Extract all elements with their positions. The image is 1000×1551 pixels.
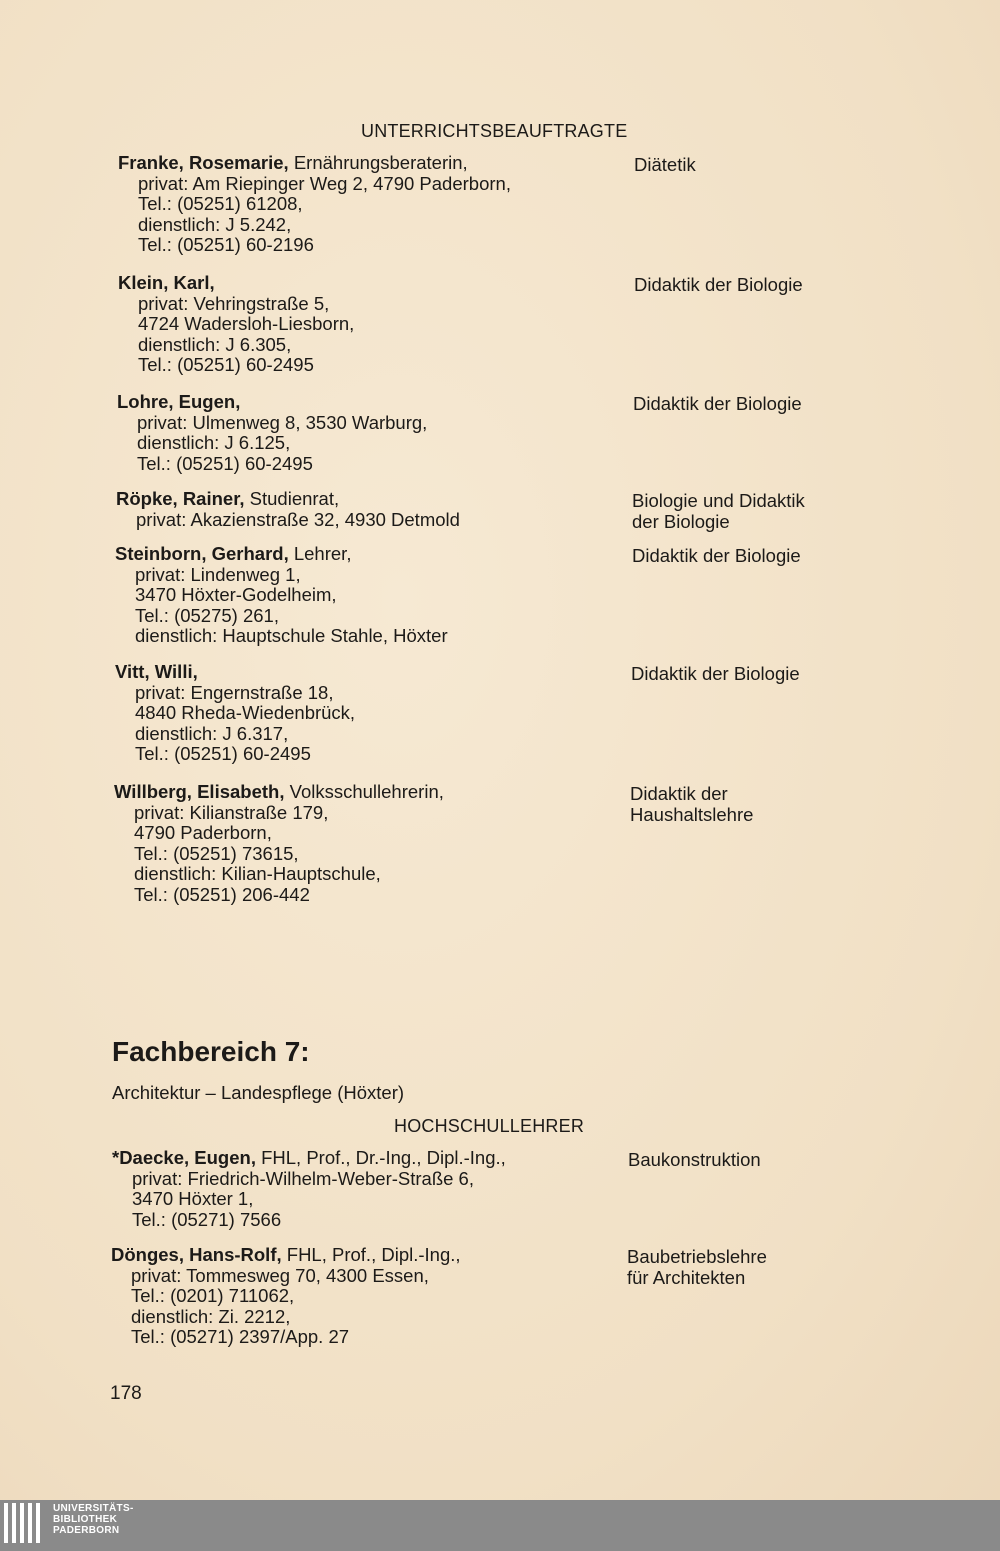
teaching-subject: [630, 784, 753, 825]
person-detail-line: privat: Kilianstraße 179,: [134, 801, 329, 823]
teaching-subject-line: Didaktik der Biologie: [633, 393, 802, 414]
library-logo-icon: [4, 1503, 48, 1547]
teaching-subject-line: der Biologie: [632, 510, 730, 532]
teaching-subject-line: Didaktik der Biologie: [631, 663, 800, 684]
person-entry-heading: [118, 273, 354, 294]
teaching-subject: [627, 1247, 767, 1288]
person-name: Röpke, Rainer,: [116, 488, 245, 509]
fachbereich-title: Fachbereich 7:: [112, 1036, 310, 1067]
teaching-subject-line: Baukonstruktion: [628, 1149, 761, 1170]
person-detail-line: 3470 Höxter-Godelheim,: [135, 584, 337, 605]
library-footer: [0, 1500, 1000, 1551]
page-number: 178: [110, 1383, 142, 1404]
person-detail-line: Tel.: (0201) 711062,: [131, 1285, 295, 1306]
person-detail-line: privat: Akazienstraße 32, 4930 Detmold: [136, 508, 460, 530]
person-detail-line: Tel.: (05251) 73615,: [134, 842, 299, 864]
person-detail-line: privat: Am Riepinger Weg 2, 4790 Paderborn,: [138, 172, 511, 194]
person-detail-line: dienstlich: J 5.242,: [138, 213, 292, 235]
person-entry: [112, 1148, 506, 1230]
person-entry-heading: [111, 1245, 461, 1266]
person-entry-heading: [115, 662, 355, 683]
person-title: Volksschullehrerin,: [284, 781, 444, 802]
section-heading-unterricht: UNTERRICHTSBEAUFTRAGTE: [361, 121, 628, 141]
teaching-subject: [634, 275, 803, 296]
teaching-subject-line: Diätetik: [634, 154, 696, 175]
person-title: FHL, Prof., Dr.-Ing., Dipl.-Ing.,: [255, 1147, 506, 1168]
person-detail-line: Tel.: (05251) 60-2495: [135, 743, 311, 764]
teaching-subject-line: Didaktik der: [630, 783, 728, 804]
person-detail-line: dienstlich: J 6.305,: [138, 333, 292, 355]
person-name: Willberg, Elisabeth,: [114, 781, 285, 802]
library-name-line: BIBLIOTHEK: [53, 1514, 118, 1525]
person-entry: [115, 662, 355, 765]
person-detail-line: privat: Tommesweg 70, 4300 Essen,: [131, 1264, 429, 1286]
person-detail-line: Tel.: (05251) 206-442: [134, 883, 310, 905]
teaching-subject: [633, 394, 802, 415]
teaching-subject-line: Haushaltslehre: [630, 803, 754, 825]
person-entry-heading: [112, 1148, 506, 1169]
person-detail-line: dienstlich: Hauptschule Stahle, Höxter: [135, 625, 448, 646]
person-detail-line: dienstlich: Kilian-Hauptschule,: [134, 863, 381, 884]
person-name: Lohre, Eugen,: [117, 391, 241, 412]
teaching-subject: [628, 1150, 761, 1171]
person-name: Steinborn, Gerhard,: [115, 543, 289, 564]
person-title: Lehrer,: [288, 543, 352, 564]
person-detail-line: privat: Friedrich-Wilhelm-Weber-Straße 6,: [132, 1167, 474, 1189]
person-title: Ernährungsberaterin,: [288, 152, 468, 173]
person-detail-line: Tel.: (05251) 60-2495: [138, 354, 314, 375]
person-detail-line: Tel.: (05275) 261,: [135, 604, 279, 626]
person-detail-line: dienstlich: J 6.317,: [135, 722, 289, 744]
person-detail-line: privat: Vehringstraße 5,: [138, 292, 330, 314]
person-entry: [117, 392, 427, 474]
person-name: Klein, Karl,: [118, 272, 215, 293]
person-detail-line: privat: Ulmenweg 8, 3530 Warburg,: [137, 411, 428, 433]
person-entry: [114, 782, 444, 905]
person-detail-line: 4840 Rheda-Wiedenbrück,: [135, 702, 356, 723]
person-detail-line: Tel.: (05251) 60-2196: [138, 234, 314, 255]
section-heading-hochschullehrer: HOCHSCHULLEHRER: [394, 1116, 585, 1136]
person-name: Franke, Rosemarie,: [118, 152, 289, 173]
person-entry-heading: [114, 782, 444, 803]
teaching-subject-line: Didaktik der Biologie: [632, 545, 801, 566]
person-name: Dönges, Hans-Rolf,: [111, 1244, 282, 1265]
person-detail-line: Tel.: (05251) 60-2495: [137, 452, 313, 474]
person-detail-line: privat: Lindenweg 1,: [135, 563, 301, 585]
library-name: [53, 1503, 134, 1536]
person-entry-heading: [118, 153, 511, 174]
person-title: Studienrat,: [244, 488, 340, 509]
person-detail-line: 4790 Paderborn,: [134, 822, 272, 843]
person-detail-line: Tel.: (05271) 2397/App. 27: [131, 1326, 350, 1347]
library-name-line: PADERBORN: [53, 1525, 120, 1536]
person-entry: [118, 273, 354, 376]
teaching-subject-line: für Architekten: [627, 1266, 746, 1288]
person-entry-heading: [117, 392, 427, 413]
library-name-line: UNIVERSITÄTS-: [53, 1503, 134, 1514]
person-detail-line: dienstlich: J 6.125,: [137, 432, 291, 453]
person-entry-heading: [115, 544, 448, 565]
teaching-subject: [632, 491, 805, 532]
person-detail-line: privat: Engernstraße 18,: [135, 681, 334, 703]
person-entry: [111, 1245, 461, 1348]
teaching-subject-line: Baubetriebslehre: [627, 1246, 767, 1267]
teaching-subject: [632, 546, 801, 567]
person-detail-line: Tel.: (05271) 7566: [132, 1208, 282, 1230]
teaching-subject-line: Biologie und Didaktik: [632, 490, 805, 511]
teaching-subject: [631, 664, 800, 685]
person-name: Vitt, Willi,: [115, 661, 198, 682]
person-detail-line: Tel.: (05251) 61208,: [138, 193, 303, 214]
person-entry: [116, 489, 460, 530]
person-detail-line: 3470 Höxter 1,: [132, 1188, 254, 1209]
person-detail-line: dienstlich: Zi. 2212,: [131, 1305, 291, 1327]
person-entry-heading: [116, 489, 460, 510]
person-entry: [118, 153, 511, 256]
person-name: *Daecke, Eugen,: [112, 1147, 256, 1168]
teaching-subject: [634, 155, 696, 176]
fachbereich-subtitle: Architektur – Landespflege (Höxter): [112, 1082, 405, 1103]
teaching-subject-line: Didaktik der Biologie: [634, 274, 803, 295]
person-title: FHL, Prof., Dipl.-Ing.,: [281, 1244, 461, 1265]
person-entry: [115, 544, 448, 647]
person-detail-line: 4724 Wadersloh-Liesborn,: [138, 313, 355, 334]
